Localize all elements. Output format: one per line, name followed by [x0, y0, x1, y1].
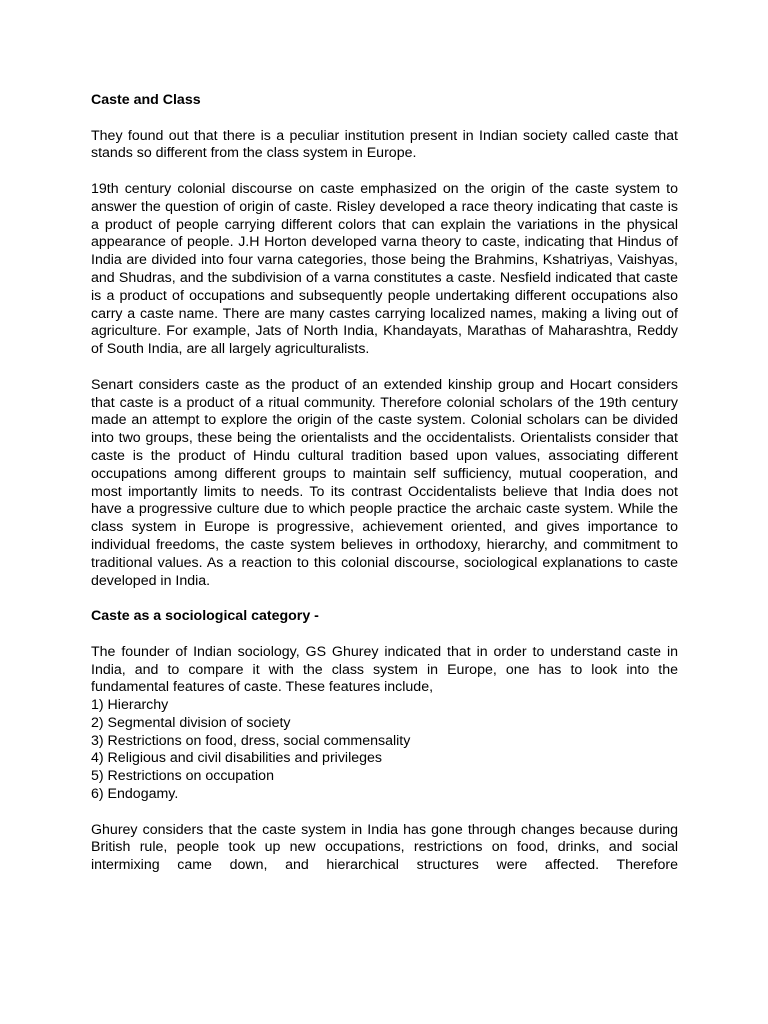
list-item: 3) Restrictions on food, dress, social commensality: [91, 732, 411, 749]
paragraph-ghurey-changes: Ghurey considers that the caste system in India has gone through changes because during British rule, people took up new occupations, restrictions on food, drinks, and social intermixing came down, and hierarchical structures were affected. Therefore: [91, 821, 678, 874]
list-item: 6) Endogamy.: [91, 786, 179, 803]
paragraph-senart-hocart: Senart considers caste as the product of an extended kinship group and Hocart considers that caste is a product of a ritual community. Therefore colonial scholars of the 19th century made an attempt to explore the origin of the caste system. Colonial scholars can be divided into two groups, these being the orientalists and the occidentalists. Orientalists consider that caste is the product of Hindu cultural tradition based upon values, associating different occupations among different groups to maintain self sufficiency, mutual cooperation, and most importantly limits to needs. To its contrast Occidentalists believe that India does not have a progressive culture due to which people practice the archaic caste system. While the class system in Europe is progressive, achievement oriented, and gives importance to individual freedoms, the caste system believes in orthodoxy, hierarchy, and commitment to traditional values. As a reaction to this colonial discourse, sociological explanations to caste developed in India.: [91, 376, 678, 589]
section-heading-sociological-category: Caste as a sociological category -: [91, 608, 319, 625]
list-item: 4) Religious and civil disabilities and privileges: [91, 750, 382, 767]
paragraph-colonial-discourse: 19th century colonial discourse on caste emphasized on the origin of the caste system to answer the question of origin of caste. Risley developed a race theory indicating that caste is a product of people carrying different colors that can explain the variations in the physical appearance of people. J.H Horton developed varna theory to caste, indicating that Hindus of India are divided into four varna categories, those being the Brahmins, Kshatriyas, Vaishyas, and Shudras, and the subdivision of a varna constitutes a caste. Nesfield indicated that caste is a product of occupations and subsequently people undertaking different occupations also carry a caste name. There are many castes carrying localized names, making a living out of agriculture. For example, Jats of North India, Khandayats, Marathas of Maharashtra, Reddy of South India, are all largely agriculturalists.: [91, 180, 678, 358]
paragraph-intro: They found out that there is a peculiar institution present in Indian society called caste that stands so different from the class system in Europe.: [91, 127, 678, 162]
document-title: Caste and Class: [91, 92, 201, 108]
features-list: [91, 697, 678, 804]
list-item: 1) Hierarchy: [91, 697, 169, 714]
paragraph-ghurey-features: The founder of Indian sociology, GS Ghurey indicated that in order to understand caste in India, and to compare it with the class system in Europe, one has to look into the fundamental features of caste. These features include,: [91, 643, 678, 696]
list-item: 5) Restrictions on occupation: [91, 768, 274, 785]
list-item: 2) Segmental division of society: [91, 714, 291, 731]
